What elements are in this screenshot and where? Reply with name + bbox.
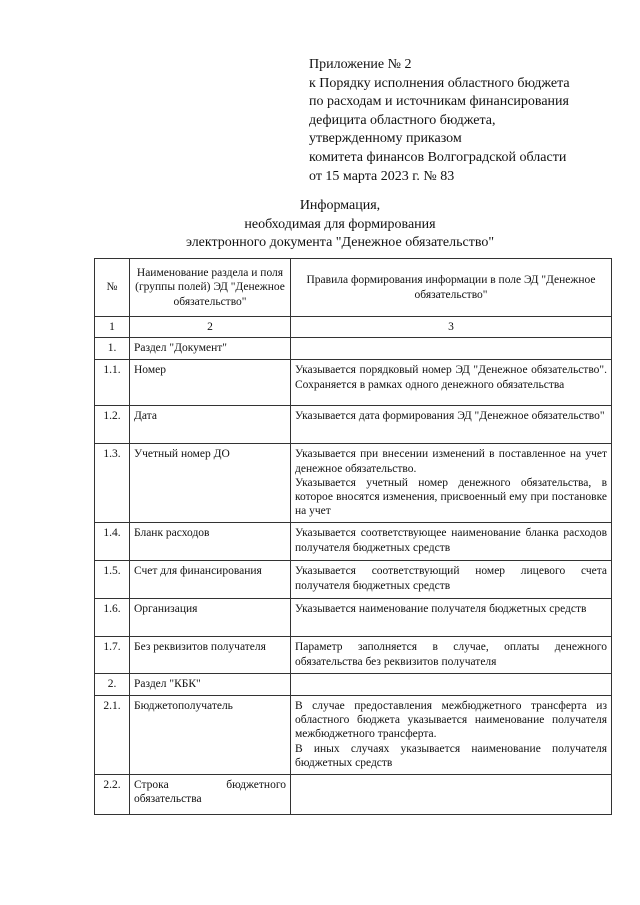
appendix-line: утвержденному приказом: [309, 131, 462, 147]
row-number: 1.7.: [95, 637, 130, 673]
row-field-name: Строка бюджетного обязательства: [130, 775, 291, 815]
appendix-line: от 15 марта 2023 г. № 83: [309, 168, 455, 184]
table-row: [95, 360, 612, 406]
row-number: 1.: [95, 338, 130, 360]
row-rule: [291, 696, 612, 775]
row-field-name: Бланк расходов: [130, 523, 291, 561]
rule-paragraph: Указывается соответствующий номер лицевого счета получателя бюджетных средств: [295, 565, 607, 592]
row-rule: [291, 599, 612, 637]
row-number: 1.6.: [95, 599, 130, 637]
row-rule: [291, 637, 612, 673]
rule-paragraph: Указывается наименование получателя бюджетных средств: [295, 603, 587, 616]
row-number: 1.4.: [95, 523, 130, 561]
header-name: Наименование раздела и поля (группы полей) ЭД "Денежное обязательство": [130, 259, 291, 317]
row-rule: [291, 523, 612, 561]
table-row: [95, 599, 612, 637]
table-row: [95, 637, 612, 673]
rule-paragraph: В иных случаях указывается наименование получателя бюджетных средств: [295, 742, 607, 769]
rule-paragraph: В случае предоставления межбюджетного трансферта из областного бюджета указывается наименование получателя межбюджетного трансферта.: [295, 700, 607, 741]
row-number: 2.1.: [95, 696, 130, 775]
row-field-name: Учетный номер ДО: [130, 444, 291, 523]
appendix-line: дефицита областного бюджета,: [309, 112, 496, 128]
appendix-block: [309, 56, 570, 186]
table-row: [95, 444, 612, 523]
fields-table: [94, 258, 612, 815]
table-row: [95, 696, 612, 775]
column-number: 1: [95, 317, 130, 338]
row-rule: [291, 673, 612, 695]
row-field-name: Счет для финансирования: [130, 561, 291, 599]
rule-paragraph: Указывается при внесении изменений в поставленное на учет денежное обязательство.: [295, 448, 607, 475]
column-number: 3: [291, 317, 612, 338]
rule-paragraph: Указывается соответствующее наименование бланка расходов получателя бюджетных средств: [295, 527, 607, 554]
row-number: 1.5.: [95, 561, 130, 599]
title-line: электронного документа "Денежное обязательство": [185, 235, 495, 251]
row-field-name: Номер: [130, 360, 291, 406]
table-row: [95, 673, 612, 695]
row-rule: [291, 444, 612, 523]
row-number: 2.2.: [95, 775, 130, 815]
table-row: [95, 561, 612, 599]
appendix-line: к Порядку исполнения областного бюджета: [309, 75, 570, 91]
appendix-line: комитета финансов Волгоградской области: [309, 149, 567, 165]
title-line: необходимая для формирования: [244, 216, 436, 232]
row-field-name: Бюджетополучатель: [130, 696, 291, 775]
row-field-name: Раздел "Документ": [130, 338, 291, 360]
title-line: Информация,: [299, 198, 381, 213]
table-row: [95, 775, 612, 815]
rule-paragraph: Указывается дата формирования ЭД "Денежное обязательство": [295, 410, 605, 423]
row-number: 1.3.: [95, 444, 130, 523]
appendix-line: по расходам и источникам финансирования: [309, 94, 569, 110]
table-row: [95, 523, 612, 561]
rule-paragraph: Указывается учетный номер денежного обязательства, в которое вносятся изменения, присвоенный ему при постановке на учет: [295, 476, 607, 518]
table-row: [95, 338, 612, 360]
row-field-name: Организация: [130, 599, 291, 637]
table-row: [95, 406, 612, 444]
table-header-row: [95, 259, 612, 317]
rule-paragraph: Параметр заполняется в случае, оплаты денежного обязательства без реквизитов получателя: [295, 641, 607, 668]
row-field-name: Дата: [130, 406, 291, 444]
row-number: 1.1.: [95, 360, 130, 406]
row-field-name: Раздел "КБК": [130, 673, 291, 695]
row-field-name: Без реквизитов получателя: [130, 637, 291, 673]
column-number: 2: [130, 317, 291, 338]
row-rule: [291, 338, 612, 360]
appendix-line: Приложение № 2: [309, 57, 412, 72]
header-num: №: [95, 259, 130, 317]
row-rule: [291, 561, 612, 599]
document-title: [0, 197, 640, 253]
row-number: 1.2.: [95, 406, 130, 444]
row-rule: [291, 360, 612, 406]
rule-paragraph: Указывается порядковый номер ЭД "Денежное обязательство". Сохраняется в рамках одного денежного обязательства: [295, 364, 607, 391]
row-rule: [291, 775, 612, 815]
header-rule: Правила формирования информации в поле ЭД "Денежное обязательство": [291, 259, 612, 317]
column-numbers-row: [95, 317, 612, 338]
row-rule: [291, 406, 612, 444]
row-number: 2.: [95, 673, 130, 695]
